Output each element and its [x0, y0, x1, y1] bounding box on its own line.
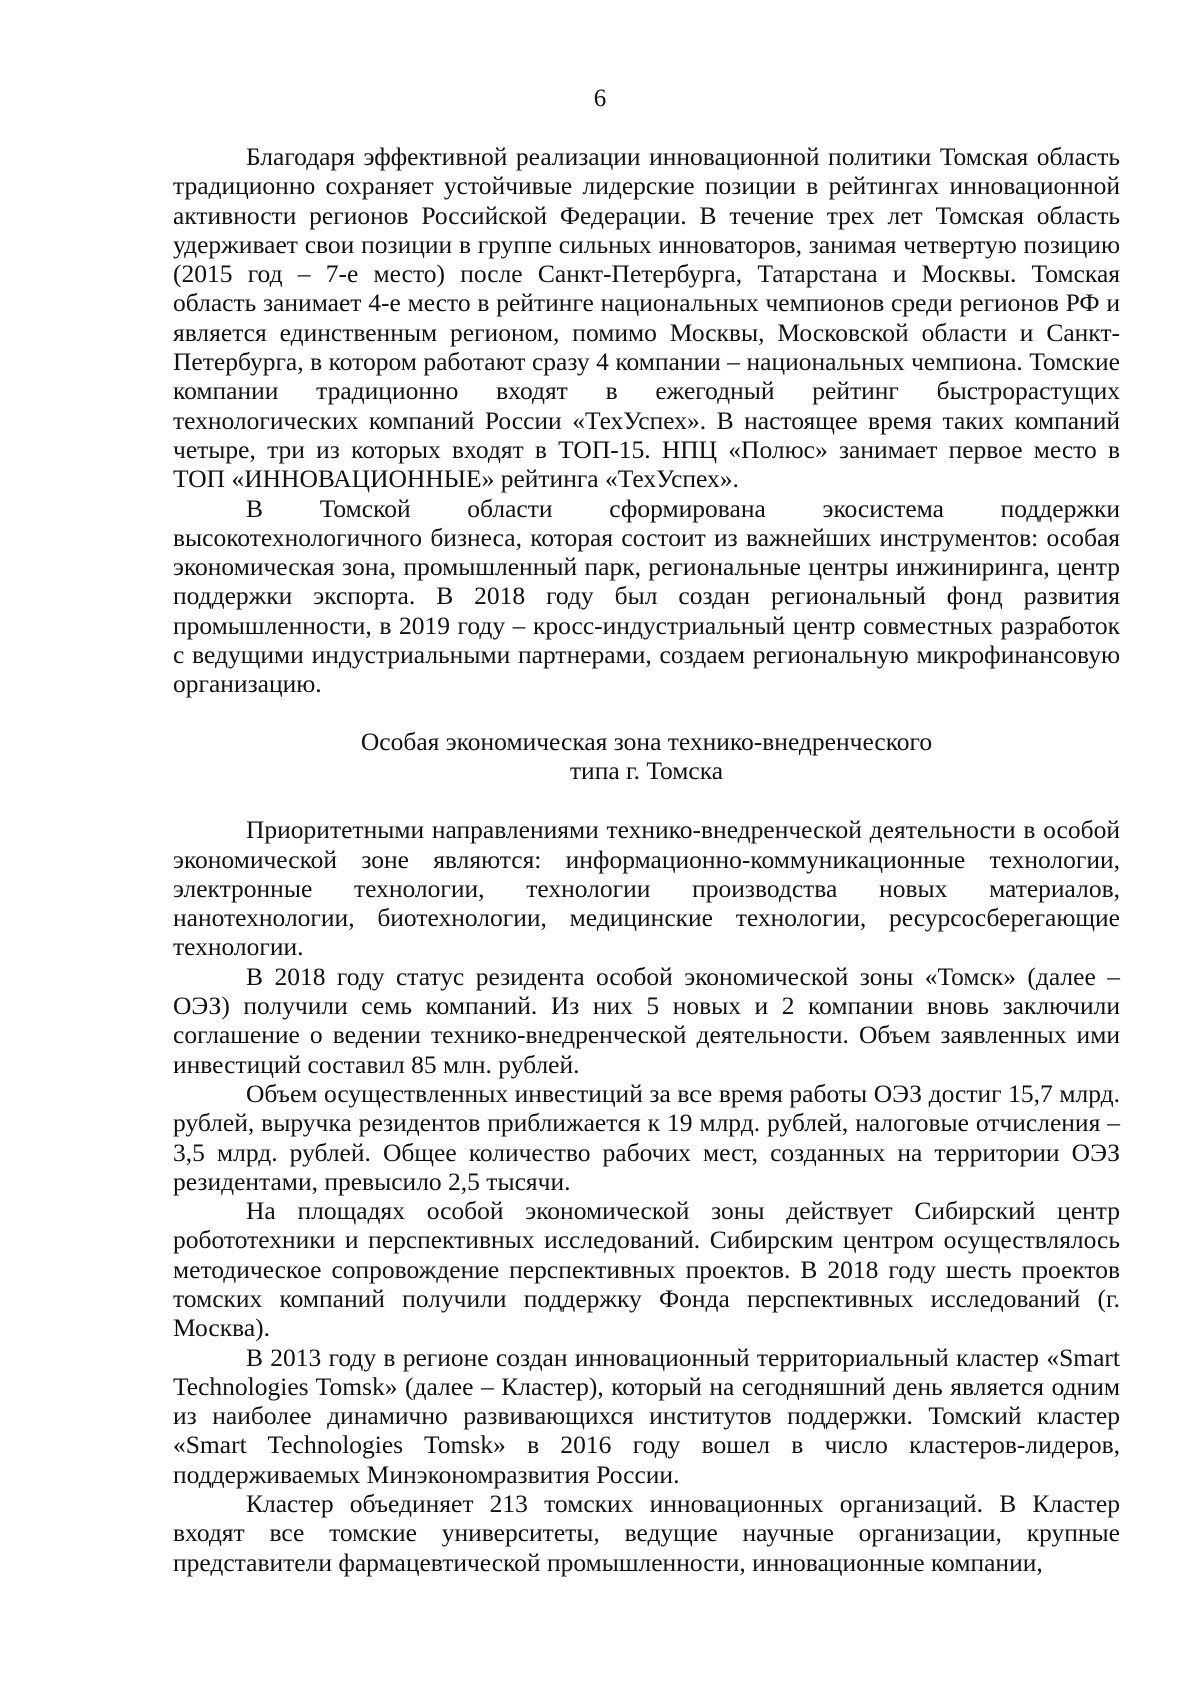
paragraph: Благодаря эффективной реализации инновационной политики Томская область традиционно сохраняет устойчивые лидерские позиции в рейтингах инновационной активности регионов Российской Федерации. В течение трех лет Томская область удерживает свои позиции в группе сильных инноваторов, занимая четвертую позицию (2015 год – 7-е место) после Санкт-Петербурга, Татарстана и Москвы. Томская область занимает 4-е место в рейтинге национальных чемпионов среди регионов РФ и является единственным регионом, помимо Москвы, Московской области и Санкт-Петербурга, в котором работают сразу 4 компании – национальных чемпиона. Томские компании традиционно входят в ежегодный рейтинг быстрорастущих технологических компаний России «ТехУспех». В настоящее время таких компаний четыре, три из которых входят в ТОП-15. НПЦ «Полюс» занимает первое место в ТОП «ИННОВАЦИОННЫЕ» рейтинга «ТехУспех».: [173, 142, 1120, 494]
paragraph: В Томской области сформирована экосистема поддержки высокотехнологичного бизнеса, которая состоит из важнейших инструментов: особая экономическая зона, промышленный парк, региональные центры инжиниринга, центр поддержки экспорта. В 2018 году был создан региональный фонд развития промышленности, в 2019 году – кросс-индустриальный центр совместных разработок с ведущими индустриальными партнерами, создаем региональную микрофинансовую организацию.: [173, 493, 1120, 699]
paragraph: Объем осуществленных инвестиций за все время работы ОЭЗ достиг 15,7 млрд. рублей, выручка резидентов приближается к 19 млрд. рублей, налоговые отчисления – 3,5 млрд. рублей. Общее количество рабочих мест, созданных на территории ОЭЗ резидентами, превысило 2,5 тысячи.: [173, 1078, 1120, 1196]
paragraph: В 2013 году в регионе создан инновационный территориальный кластер «Smart Technologies Tomsk» (далее – Кластер), который на сегодняшний день является одним из наиболее динамично развивающихся институтов поддержки. Томский кластер «Smart Technologies Tomsk» в 2016 году вошел в число кластеров-лидеров, поддерживаемых Минэкономразвития России.: [173, 1342, 1120, 1489]
paragraph: В 2018 году статус резидента особой экономической зоны «Томск» (далее – ОЭЗ) получили семь компаний. Из них 5 новых и 2 компании вновь заключили соглашение о ведении технико-внедренческой деятельности. Объем заявленных ими инвестиций составил 85 млн. рублей.: [173, 961, 1120, 1079]
paragraph: Кластер объединяет 213 томских инновационных организаций. В Кластер входят все томские университеты, ведущие научные организации, крупные представители фармацевтической промышленности, инновационные компании,: [173, 1489, 1120, 1577]
section-heading-line: Особая экономическая зона технико-внедренческого: [360, 726, 933, 756]
section-heading: [173, 727, 1120, 786]
paragraph: На площадях особой экономической зоны действует Сибирский центр робототехники и перспективных исследований. Сибирским центром осуществлялось методическое сопровождение перспективных проектов. В 2018 году шесть проектов томских компаний получили поддержку Фонда перспективных исследований (г. Москва).: [173, 1196, 1120, 1343]
paragraph: Приоритетными направлениями технико-внедренческой деятельности в особой экономической зоне являются: информационно-коммуникационные технологии, электронные технологии, технологии производства новых материалов, нанотехнологии, биотехнологии, медицинские технологии, ресурсосберегающие технологии.: [173, 815, 1120, 962]
section-heading-line: типа г. Томска: [569, 755, 724, 785]
page-number: 6: [593, 85, 607, 112]
document-body: [173, 142, 1120, 1577]
